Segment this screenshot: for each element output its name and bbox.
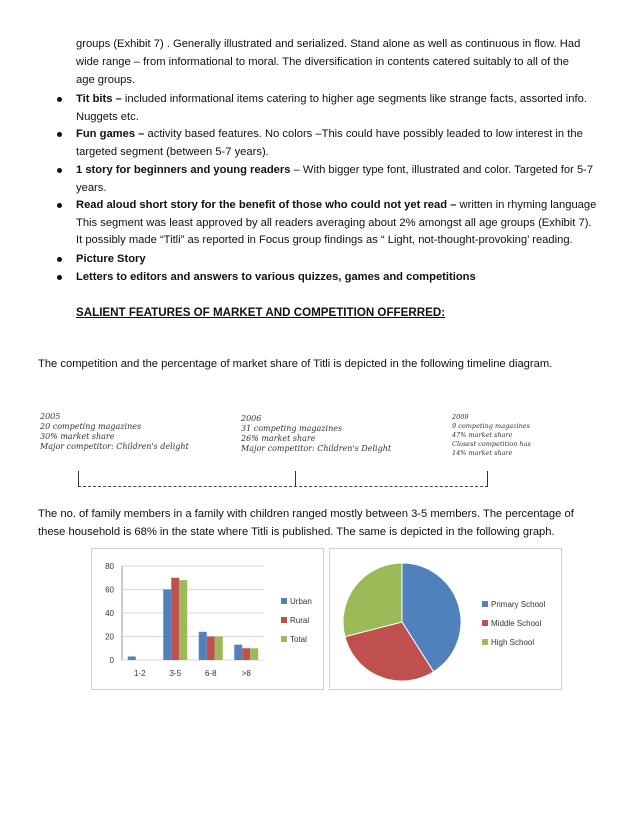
bullet-dot bbox=[57, 168, 62, 173]
bullet-text: – With bigger type font, illustrated and color. Targeted for 5-7 bbox=[290, 164, 594, 176]
timeline-axis bbox=[78, 486, 488, 487]
x-tick-label: >8 bbox=[241, 669, 251, 678]
timeline-year: 2006 bbox=[241, 414, 262, 423]
bar-urban bbox=[163, 590, 171, 661]
legend-label: Primary School bbox=[491, 600, 546, 609]
legend-swatch bbox=[281, 617, 287, 623]
timeline-line: Major competitor: Children's delight bbox=[40, 442, 189, 451]
timeline-line: Major competitor: Children's Delight bbox=[241, 444, 392, 453]
y-tick-label: 20 bbox=[105, 632, 114, 642]
timeline-line: 14% market share bbox=[452, 449, 513, 457]
bullet-text: This segment was least approved by all readers averaging about 2% amongst all age groups (Exhibit 7). bbox=[76, 216, 592, 229]
timeline-line: 26% market share bbox=[241, 434, 316, 443]
legend-label: Rural bbox=[290, 616, 310, 625]
bar-rural bbox=[171, 578, 179, 660]
bullet-bold: Read aloud short story for the benefit of those who could not yet read – bbox=[76, 199, 457, 211]
legend-swatch bbox=[281, 636, 287, 642]
bullet-text: It possibly made “Titli” as reported in Focus group findings as “ Light, not-thought-provoking’ reading. bbox=[76, 234, 573, 246]
section-heading: SALIENT FEATURES OF MARKET AND COMPETITION OFFERRED: bbox=[76, 306, 446, 319]
timeline-2009 bbox=[452, 413, 531, 458]
bullet-text: activity based features. No colors –This could have possibly leaded to low interest in the bbox=[144, 128, 583, 140]
timeline-2005 bbox=[40, 412, 189, 452]
bullet-bold: Letters to editors and answers to various quizzes, games and competitions bbox=[76, 271, 476, 283]
bar-total bbox=[215, 637, 223, 661]
bullet-bold: Tit bits – bbox=[76, 93, 122, 105]
timeline-line: 9 competing magazines bbox=[452, 422, 530, 430]
pie-chart-box bbox=[329, 548, 562, 690]
legend-label: Urban bbox=[290, 597, 312, 606]
legend-swatch bbox=[482, 620, 488, 626]
y-tick-label: 40 bbox=[105, 609, 114, 618]
bullet-text: Nuggets etc. bbox=[76, 110, 139, 123]
legend-swatch bbox=[482, 601, 488, 607]
x-tick-label: 6-8 bbox=[204, 669, 217, 678]
bullet-dot bbox=[57, 275, 62, 280]
legend-label: High School bbox=[491, 638, 535, 647]
family-paragraph-line-1: The no. of family members in a family with children ranged mostly between 3-5 members. The percentage of bbox=[38, 508, 574, 520]
bullet-bold: Picture Story bbox=[76, 253, 146, 265]
intro-line-1: groups (Exhibit 7) . Generally illustrated and serialized. Stand alone as well as continuous in flow. Had bbox=[76, 38, 581, 50]
bar-total bbox=[179, 580, 187, 660]
bullet-dot bbox=[57, 97, 62, 102]
legend-swatch bbox=[281, 598, 287, 604]
timeline-line: 47% market share bbox=[452, 431, 513, 439]
timeline-year: 2009 bbox=[452, 413, 469, 421]
bullet-dot bbox=[57, 257, 62, 262]
pie-chart bbox=[330, 549, 561, 689]
bullet-text: years. bbox=[76, 181, 107, 194]
y-tick-label: 0 bbox=[109, 656, 114, 665]
bullet-text: written in rhyming language bbox=[456, 199, 597, 211]
intro-line-3: age groups. bbox=[76, 74, 136, 86]
timeline-tick bbox=[78, 471, 79, 487]
bar-urban bbox=[128, 656, 136, 660]
timeline-line: 20 competing magazines bbox=[40, 422, 142, 431]
competition-paragraph: The competition and the percentage of market share of Titli is depicted in the following timeline diagram. bbox=[38, 358, 553, 370]
bar-rural bbox=[207, 637, 215, 661]
timeline-year: 2005 bbox=[40, 412, 61, 421]
legend-swatch bbox=[482, 639, 488, 645]
x-tick-label: 3-5 bbox=[169, 669, 182, 678]
family-paragraph-line-2: these household is 68% in the state where Titli is published. The same is depicted in the following graph. bbox=[38, 526, 555, 538]
bar-urban bbox=[234, 645, 242, 660]
timeline-line: Closest competition has bbox=[452, 440, 531, 448]
bullet-text: targeted segment (between 5-7 years). bbox=[76, 145, 269, 158]
timeline-tick bbox=[487, 471, 488, 487]
bullet-bold: 1 story for beginners and young readers bbox=[76, 164, 291, 176]
x-tick-label: 1-2 bbox=[133, 669, 146, 678]
y-tick-label: 80 bbox=[105, 562, 114, 571]
timeline-line: 31 competing magazines bbox=[241, 424, 343, 433]
intro-line-2: wide range – from informational to moral. The diversification in contents catered suitably to all of the bbox=[76, 56, 569, 68]
bar-total bbox=[250, 648, 258, 660]
timeline-tick bbox=[295, 471, 296, 487]
bullet-dot bbox=[57, 203, 62, 208]
bullet-text: included informational items catering to higher age segments like strange facts, assorted info. bbox=[121, 93, 587, 105]
bar-urban bbox=[199, 632, 207, 660]
timeline-line: 30% market share bbox=[40, 432, 115, 441]
legend-label: Middle School bbox=[491, 619, 542, 628]
bar-rural bbox=[242, 648, 250, 660]
timeline-2006 bbox=[241, 414, 391, 454]
bullet-dot bbox=[57, 132, 62, 137]
bar-chart bbox=[92, 549, 323, 689]
legend-label: Total bbox=[290, 635, 307, 644]
bar-chart-box bbox=[91, 548, 324, 690]
y-tick-label: 60 bbox=[105, 585, 114, 595]
bullet-bold: Fun games – bbox=[76, 128, 145, 140]
